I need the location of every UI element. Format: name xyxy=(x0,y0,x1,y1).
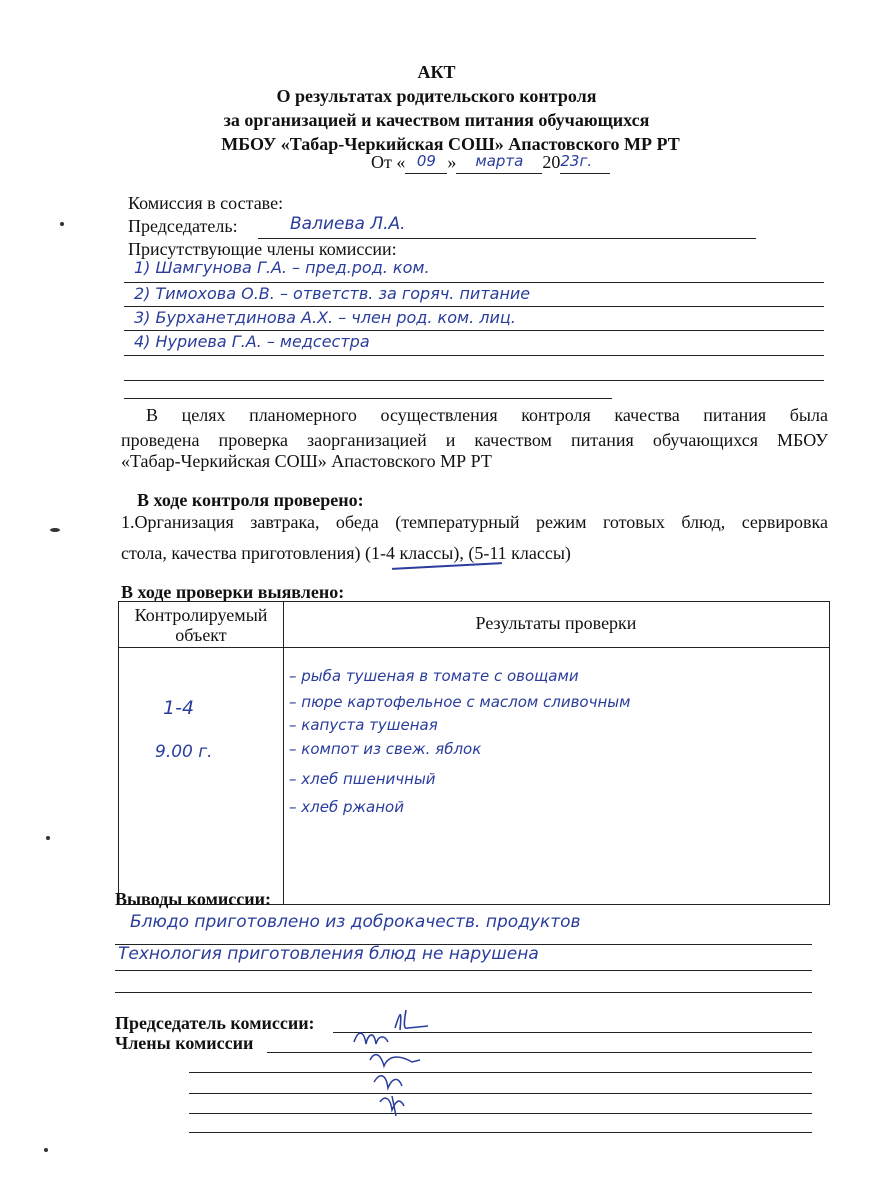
member-4: 4) Нуриева Г.А. – медсестра xyxy=(134,332,370,351)
date-year-suffix: 23г. xyxy=(560,152,593,170)
member-1: 1) Шамгунова Г.А. – пред.род. ком. xyxy=(134,258,430,277)
members-signature-line-3 xyxy=(189,1093,812,1094)
member-signature-scribble-1 xyxy=(354,1033,388,1044)
result-item: – хлеб ржаной xyxy=(289,798,404,816)
scan-dot xyxy=(44,1148,48,1152)
member-2: 2) Тимохова О.В. – ответств. за горяч. питание xyxy=(134,284,531,303)
result-item: – компот из свеж. яблок xyxy=(289,740,482,758)
member-underline-1 xyxy=(124,282,824,283)
result-item: – хлеб пшеничный xyxy=(289,770,436,788)
members-signature-line-5 xyxy=(189,1132,812,1133)
member-underline-6 xyxy=(124,398,612,399)
conclusion-underline-2 xyxy=(115,970,812,971)
chair-signature-label: Председатель комиссии: xyxy=(115,1013,315,1033)
document-subtitle-1: О результатах родительского контроля xyxy=(276,86,597,106)
chair-value: Валиева Л.А. xyxy=(290,214,406,234)
conclusion-line-1: Блюдо приготовлено из доброкачеств. продуктов xyxy=(130,912,581,932)
chair-label: Председатель: xyxy=(128,216,238,236)
intro-line-2: проведена проверка заорганизацией и качеством питания обучающихся МБОУ xyxy=(121,430,828,450)
document-subtitle-3: МБОУ «Табар-Черкийская СОШ» Апастовского МР РТ xyxy=(221,134,680,154)
scan-dot xyxy=(50,528,60,532)
document-title: АКТ xyxy=(417,62,456,82)
date-prefix: От « xyxy=(371,152,406,172)
intro-line-1: В целях планомерного осуществления контроля качества питания была xyxy=(146,405,828,425)
conclusion-line-2: Технология приготовления блюд не нарушена xyxy=(118,944,539,964)
col-header-object-line-2: объект xyxy=(175,625,227,645)
member-underline-5 xyxy=(124,380,824,381)
col-header-object xyxy=(119,605,283,645)
member-underline-4 xyxy=(124,355,824,356)
document-subtitle-2: за организацией и качеством питания обучающихся xyxy=(223,110,650,130)
commission-label: Комиссия в составе: xyxy=(128,193,284,213)
checked-line-1: 1.Организация завтрака, обеда (температурный режим готовых блюд, сервировка xyxy=(121,512,828,532)
date-day: 09 xyxy=(416,152,436,170)
scan-dot xyxy=(60,222,64,226)
checked-heading: В ходе контроля проверено: xyxy=(137,490,364,510)
checked-line-2: стола, качества приготовления) (1-4 классы), (5-11 классы) xyxy=(121,543,571,563)
conclusion-underline-3 xyxy=(115,992,812,993)
signature-scribbles xyxy=(340,1000,450,1125)
result-item: – капуста тушеная xyxy=(289,716,438,734)
members-signature-line-2 xyxy=(189,1072,812,1073)
col-header-results: Результаты проверки xyxy=(475,613,637,633)
intro-line-3: «Табар-Черкийская СОШ» Апастовского МР РТ xyxy=(121,451,492,471)
object-time: 9.00 г. xyxy=(155,742,213,762)
members-signature-label: Члены комиссии xyxy=(115,1033,254,1053)
member-3: 3) Бурханетдинова А.Х. – член род. ком. лиц. xyxy=(134,308,516,327)
table-header-divider xyxy=(119,647,829,648)
member-underline-2 xyxy=(124,306,824,307)
object-grade: 1-4 xyxy=(163,697,195,719)
date-mid: » xyxy=(447,152,457,172)
col-header-object-line-1: Контролируемый xyxy=(134,605,268,625)
findings-table xyxy=(118,601,830,905)
member-signature-scribble-3 xyxy=(374,1076,402,1088)
member-underline-3 xyxy=(124,330,824,331)
conclusions-heading: Выводы комиссии: xyxy=(115,889,271,909)
date-month: марта xyxy=(475,152,524,170)
chair-signature-scribble xyxy=(395,1010,428,1030)
scan-dot xyxy=(46,836,50,840)
result-item: – пюре картофельное с маслом сливочным xyxy=(289,693,631,711)
date-year-prefix: 20 xyxy=(542,152,561,172)
member-signature-scribble-4 xyxy=(380,1096,404,1116)
date-line xyxy=(371,152,631,176)
result-item: – рыба тушеная в томате с овощами xyxy=(289,667,579,685)
members-label: Присутствующие члены комиссии: xyxy=(128,239,397,259)
findings-heading: В ходе проверки выявлено: xyxy=(121,582,345,602)
member-signature-scribble-2 xyxy=(370,1055,420,1066)
members-signature-line-4 xyxy=(189,1113,812,1114)
